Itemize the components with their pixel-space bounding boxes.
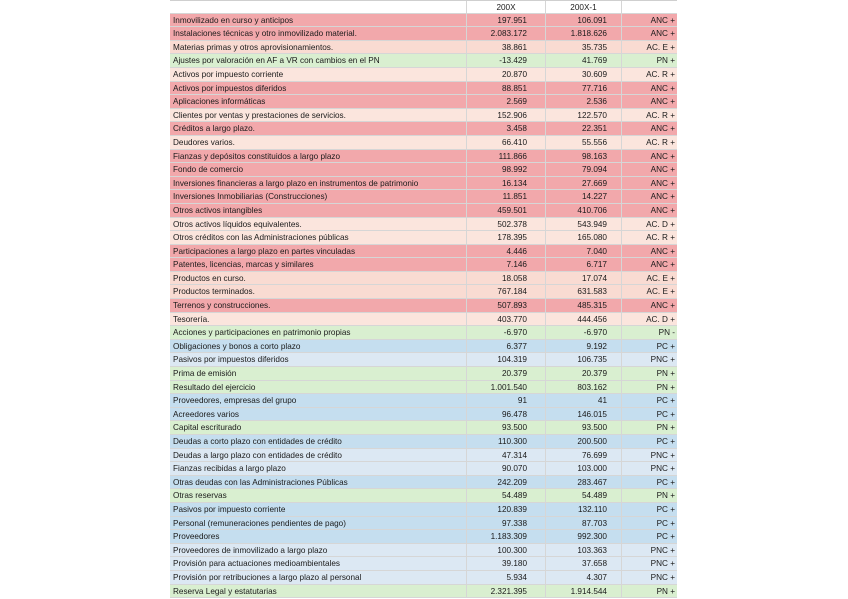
value-200x-1-cell[interactable]: 9.192 [546,340,622,353]
value-200x-1-cell[interactable]: 2.536 [546,95,622,108]
classification-cell[interactable]: AC. R + [646,233,675,243]
account-name-cell[interactable]: Personal (remuneraciones pendientes de pago) [170,517,467,530]
value-200x-cell[interactable]: 2.083.172 [467,27,546,40]
value-200x-1-cell[interactable]: 77.716 [546,82,622,95]
table-row [170,122,677,136]
account-name-cell[interactable]: Créditos a largo plazo. [170,122,467,135]
value-200x-1-cell[interactable]: 20.379 [546,367,622,380]
account-name-cell[interactable]: Materias primas y otros aprovisionamientos. [170,41,467,54]
value-200x-1-cell[interactable]: 1.914.544 [546,585,622,598]
value-200x-cell[interactable]: 507.893 [467,299,546,312]
value-200x-1-cell[interactable]: 41.769 [546,54,622,67]
account-name-cell[interactable]: Participaciones a largo plazo en partes vinculadas [170,245,467,258]
table-row [170,476,677,490]
value-200x-cell[interactable]: 111.866 [467,150,546,163]
table-row [170,340,677,354]
value-200x-cell[interactable]: 242.209 [467,476,546,489]
value-200x-1-cell[interactable]: 37.658 [546,557,622,570]
value-200x-cell[interactable]: 502.378 [467,218,546,231]
value-200x-cell[interactable]: -6.970 [467,326,546,339]
account-name-cell[interactable]: Proveedores [170,530,467,543]
value-200x-cell[interactable]: 96.478 [467,408,546,421]
table-row [170,449,677,463]
classification-cell[interactable]: PC + [656,341,675,351]
value-200x-cell[interactable]: 97.338 [467,517,546,530]
table-row [170,571,677,585]
value-200x-1-cell[interactable]: 98.163 [546,150,622,163]
account-name-cell[interactable]: Pasivos por impuestos diferidos [170,353,467,366]
table-row [170,163,677,177]
value-200x-cell[interactable]: 3.458 [467,122,546,135]
value-200x-1-cell[interactable]: 14.227 [546,190,622,203]
classification-cell[interactable]: PNC + [650,355,675,365]
value-200x-cell[interactable]: 2.569 [467,95,546,108]
value-200x-1-cell[interactable]: 122.570 [546,109,622,122]
value-200x-cell[interactable]: 120.839 [467,503,546,516]
classification-cell[interactable]: PNC + [650,559,675,569]
value-200x-1-cell[interactable]: 55.556 [546,136,622,149]
account-name-cell[interactable]: Ajustes por valoración en AF a VR con cambios en el PN [170,54,467,67]
account-name-cell[interactable]: Acciones y participaciones en patrimonio propias [170,326,467,339]
value-200x-1-cell[interactable]: 543.949 [546,218,622,231]
account-name-cell[interactable]: Otros activos líquidos equivalentes. [170,218,467,231]
classification-cell[interactable]: ANC + [650,260,675,270]
value-200x-1-cell[interactable]: 992.300 [546,530,622,543]
value-200x-1-cell[interactable]: 103.000 [546,462,622,475]
classification-cell[interactable]: PC + [656,409,675,419]
classification-cell[interactable]: AC. E + [646,42,675,52]
account-name-cell[interactable]: Provisión para actuaciones medioambientales [170,557,467,570]
value-200x-cell[interactable]: 767.184 [467,285,546,298]
table-row [170,204,677,218]
table-row [170,27,677,41]
table-row [170,503,677,517]
value-200x-1-cell[interactable]: 283.467 [546,476,622,489]
value-200x-1-cell[interactable]: 200.500 [546,435,622,448]
table-row [170,258,677,272]
value-200x-1-cell[interactable]: 22.351 [546,122,622,135]
table-row [170,285,677,299]
value-200x-cell[interactable]: 197.951 [467,14,546,27]
value-200x-1-cell[interactable]: 165.080 [546,231,622,244]
value-200x-1-cell[interactable]: 6.717 [546,258,622,271]
table-row [170,421,677,435]
header-200x[interactable]: 200X [467,1,546,13]
value-200x-1-cell[interactable]: 803.162 [546,381,622,394]
account-name-cell[interactable]: Resultado del ejercicio [170,381,467,394]
value-200x-cell[interactable]: 20.379 [467,367,546,380]
classification-cell[interactable]: AC. R + [646,110,675,120]
classification-cell[interactable]: PC + [656,477,675,487]
value-200x-1-cell[interactable]: 146.015 [546,408,622,421]
value-200x-cell[interactable]: 100.300 [467,544,546,557]
value-200x-cell[interactable]: 459.501 [467,204,546,217]
table-row [170,489,677,503]
value-200x-1-cell[interactable]: 444.456 [546,313,622,326]
table-row [170,544,677,558]
table-row [170,517,677,531]
classification-cell[interactable]: ANC + [650,178,675,188]
account-name-cell[interactable]: Obligaciones y bonos a corto plazo [170,340,467,353]
classification-cell[interactable]: PNC + [650,545,675,555]
table-row [170,394,677,408]
account-name-cell[interactable]: Productos en curso. [170,272,467,285]
value-200x-1-cell[interactable]: 106.091 [546,14,622,27]
classification-cell[interactable]: ANC + [650,151,675,161]
value-200x-cell[interactable]: 47.314 [467,449,546,462]
value-200x-1-cell[interactable]: -6.970 [546,326,622,339]
value-200x-1-cell[interactable]: 7.040 [546,245,622,258]
account-name-cell[interactable]: Acreedores varios [170,408,467,421]
classification-cell[interactable]: PN + [656,491,675,501]
classification-cell[interactable]: PC + [656,437,675,446]
account-name-cell[interactable]: Inversiones financieras a largo plazo en instrumentos de patrimonio [170,177,467,190]
value-200x-1-cell[interactable]: 631.583 [546,285,622,298]
value-200x-cell[interactable]: 5.934 [467,571,546,584]
value-200x-cell[interactable]: 178.395 [467,231,546,244]
value-200x-cell[interactable]: 66.410 [467,136,546,149]
table-row [170,313,677,327]
classification-cell[interactable]: PC + [656,396,675,406]
table-row [170,530,677,544]
account-name-cell[interactable]: Otros créditos con las Administraciones públicas [170,231,467,244]
value-200x-cell[interactable]: 6.377 [467,340,546,353]
account-name-cell[interactable]: Patentes, licencias, marcas y similares [170,258,467,271]
account-name-cell[interactable]: Deudas a corto plazo con entidades de crédito [170,435,467,448]
table-row [170,14,677,28]
value-200x-1-cell[interactable]: 410.706 [546,204,622,217]
classification-cell[interactable]: PNC + [650,450,675,460]
table-row [170,218,677,232]
table-row [170,95,677,109]
account-name-cell[interactable]: Prima de emisión [170,367,467,380]
account-name-cell[interactable]: Fianzas y depósitos constituidos a largo plazo [170,150,467,163]
classification-cell[interactable]: ANC + [650,97,675,107]
account-name-cell[interactable]: Proveedores de inmovilizado a largo plazo [170,544,467,557]
account-name-cell[interactable]: Inversiones Inmobiliarias (Construcciones) [170,190,467,203]
value-200x-cell[interactable]: 11.851 [467,190,546,203]
value-200x-cell[interactable]: 20.870 [467,68,546,81]
classification-cell[interactable]: ANC + [650,192,675,202]
table-row [170,41,677,55]
value-200x-cell[interactable]: 16.134 [467,177,546,190]
classification-cell[interactable]: PNC + [650,572,675,582]
value-200x-1-cell[interactable]: 87.703 [546,517,622,530]
table-row [170,150,677,164]
table-row [170,136,677,150]
table-row [170,68,677,82]
account-name-cell[interactable]: Reserva Legal y estatutarias [170,585,467,598]
classification-cell[interactable]: AC. E + [646,273,675,283]
account-name-cell[interactable]: Instalaciones técnicas y otro inmovilizado material. [170,27,467,40]
header-class-cell[interactable] [622,1,677,13]
classification-cell[interactable]: PN + [656,423,675,433]
value-200x-cell[interactable]: 54.489 [467,489,546,502]
account-name-cell[interactable]: Aplicaciones informáticas [170,95,467,108]
account-name-cell[interactable]: Capital escriturado [170,421,467,434]
value-200x-cell[interactable]: 1.183.309 [467,530,546,543]
account-name-cell[interactable]: Provisión por retribuciones a largo plazo al personal [170,571,467,584]
classification-cell[interactable]: PN + [656,382,675,392]
value-200x-cell[interactable]: 38.861 [467,41,546,54]
header-name-cell[interactable] [170,1,467,13]
value-200x-cell[interactable]: 104.319 [467,353,546,366]
classification-cell[interactable]: ANC + [650,83,675,93]
classification-cell[interactable]: ANC + [650,29,675,39]
table-row [170,367,677,381]
balance-sheet-table [170,0,677,598]
table-row [170,381,677,395]
table-row [170,462,677,476]
value-200x-1-cell[interactable]: 103.363 [546,544,622,557]
classification-cell[interactable]: PN + [656,586,675,596]
account-name-cell[interactable]: Pasivos por impuesto corriente [170,503,467,516]
classification-cell[interactable]: PC + [656,504,675,514]
table-row [170,585,677,599]
value-200x-cell[interactable]: 90.070 [467,462,546,475]
account-name-cell[interactable]: Fianzas recibidas a largo plazo [170,462,467,475]
value-200x-cell[interactable]: 4.446 [467,245,546,258]
value-200x-1-cell[interactable]: 4.307 [546,571,622,584]
value-200x-cell[interactable]: 98.992 [467,163,546,176]
value-200x-cell[interactable]: 110.300 [467,435,546,448]
table-header-row [170,0,677,14]
table-row [170,231,677,245]
classification-cell[interactable]: ANC + [650,165,675,175]
value-200x-cell[interactable]: 7.146 [467,258,546,271]
value-200x-1-cell[interactable]: 485.315 [546,299,622,312]
value-200x-1-cell[interactable]: 106.735 [546,353,622,366]
classification-cell[interactable]: PC + [656,532,675,542]
table-row [170,435,677,449]
classification-cell[interactable]: AC. D + [646,219,675,229]
value-200x-cell[interactable]: 88.851 [467,82,546,95]
header-200x-1[interactable]: 200X-1 [546,1,622,13]
classification-cell[interactable]: AC. R + [646,137,675,147]
table-row [170,109,677,123]
account-name-cell[interactable]: Inmovilizado en curso y anticipos [170,14,467,27]
value-200x-cell[interactable]: 1.001.540 [467,381,546,394]
table-row [170,177,677,191]
table-row [170,353,677,367]
classification-cell[interactable]: AC. R + [646,69,675,79]
classification-cell[interactable]: AC. E + [646,287,675,297]
table-row [170,272,677,286]
value-200x-cell[interactable]: 152.906 [467,109,546,122]
value-200x-1-cell[interactable]: 79.094 [546,163,622,176]
value-200x-cell[interactable]: 39.180 [467,557,546,570]
classification-cell[interactable]: PN - [658,328,675,338]
classification-cell[interactable]: PNC + [650,464,675,474]
value-200x-cell[interactable]: 93.500 [467,421,546,434]
table-body [170,14,677,599]
classification-cell[interactable]: PN + [656,369,675,379]
value-200x-1-cell[interactable]: 1.818.626 [546,27,622,40]
value-200x-1-cell[interactable]: 41 [546,394,622,407]
value-200x-cell[interactable]: 91 [467,394,546,407]
account-name-cell[interactable]: Activos por impuesto corriente [170,68,467,81]
classification-cell[interactable]: ANC + [650,15,675,25]
table-row [170,54,677,68]
value-200x-cell[interactable]: 18.058 [467,272,546,285]
account-name-cell[interactable]: Otras deudas con las Administraciones Públicas [170,476,467,489]
account-name-cell[interactable]: Deudas a largo plazo con entidades de crédito [170,449,467,462]
value-200x-1-cell[interactable]: 93.500 [546,421,622,434]
account-name-cell[interactable]: Tesorería. [170,313,467,326]
table-row [170,245,677,259]
value-200x-1-cell[interactable]: 17.074 [546,272,622,285]
value-200x-1-cell[interactable]: 30.609 [546,68,622,81]
table-row [170,326,677,340]
account-name-cell[interactable]: Proveedores, empresas del grupo [170,394,467,407]
account-name-cell[interactable]: Deudores varios. [170,136,467,149]
classification-cell[interactable]: ANC + [650,124,675,134]
table-row [170,557,677,571]
account-name-cell[interactable]: Fondo de comercio [170,163,467,176]
table-row [170,190,677,204]
account-name-cell[interactable]: Clientes por ventas y prestaciones de servicios. [170,109,467,122]
value-200x-1-cell[interactable]: 35.735 [546,41,622,54]
value-200x-1-cell[interactable]: 132.110 [546,503,622,516]
table-row [170,299,677,313]
classification-cell[interactable]: PN + [656,56,675,66]
value-200x-1-cell[interactable]: 54.489 [546,489,622,502]
value-200x-cell[interactable]: 2.321.395 [467,585,546,598]
account-name-cell[interactable]: Otros activos intangibles [170,204,467,217]
account-name-cell[interactable]: Activos por impuestos diferidos [170,82,467,95]
value-200x-cell[interactable]: -13.429 [467,54,546,67]
account-name-cell[interactable]: Terrenos y construcciones. [170,299,467,312]
classification-cell[interactable]: PC + [656,518,675,528]
classification-cell[interactable]: ANC + [650,205,675,215]
classification-cell[interactable]: AC. D + [646,314,675,324]
value-200x-cell[interactable]: 403.770 [467,313,546,326]
account-name-cell[interactable]: Otras reservas [170,489,467,502]
table-row [170,408,677,422]
account-name-cell[interactable]: Productos terminados. [170,285,467,298]
value-200x-1-cell[interactable]: 76.699 [546,449,622,462]
classification-cell[interactable]: ANC + [650,246,675,256]
classification-cell[interactable]: ANC + [650,301,675,311]
value-200x-1-cell[interactable]: 27.669 [546,177,622,190]
table-row [170,82,677,96]
